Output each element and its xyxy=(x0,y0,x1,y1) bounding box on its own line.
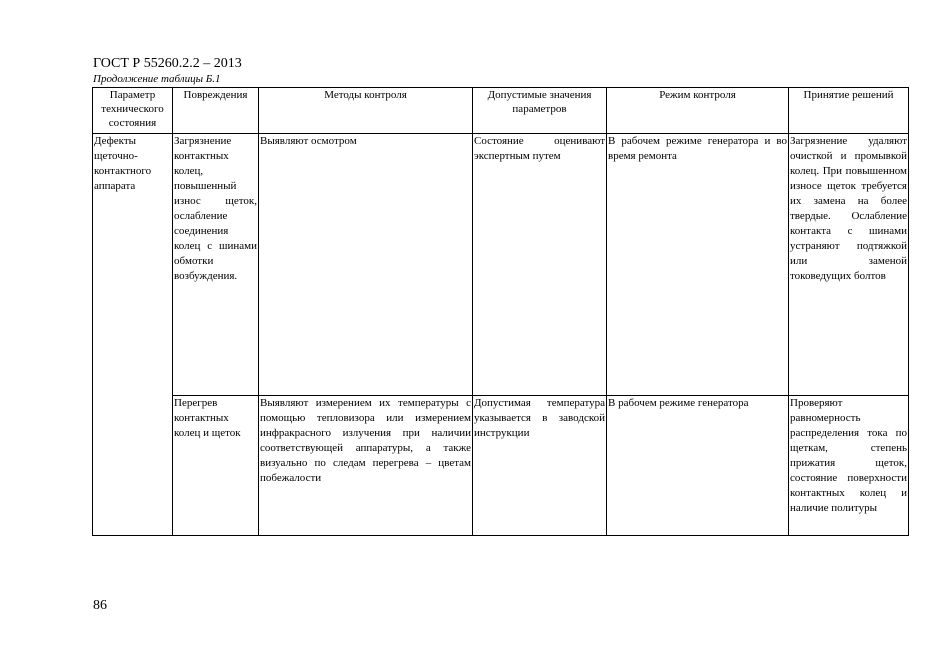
header-decision: Принятие решений xyxy=(789,88,909,134)
header-allowed-values: Допустимые значения параметров xyxy=(473,88,607,134)
page-number: 86 xyxy=(93,598,107,613)
table-row xyxy=(93,134,909,396)
param-cell: Дефекты щеточно-контактного аппарата xyxy=(93,134,173,536)
decision-cell: Проверяют равномерность распределения тока по щеткам, степень прижатия щеток, состояние поверхности контактных колец и наличие политуры xyxy=(789,396,909,536)
table-header-row xyxy=(93,88,909,134)
table-row xyxy=(93,396,909,536)
decision-cell: Загрязнение удаляют очисткой и промывкой колец. При повышенном износе щеток требуется их замена на более твердые. Ослабление контакта с шинами устраняют подтяжкой или заменой токоведущих болтов xyxy=(789,134,909,396)
method-cell: Выявляют осмотром xyxy=(259,134,473,396)
damage-cell: Загрязнение контактных колец, повышенный износ щеток, ослабление соединения колец с шинами обмотки возбуждения. xyxy=(173,134,259,396)
header-control-mode: Режим контроля xyxy=(607,88,789,134)
damage-cell: Перегрев контактных колец и щеток xyxy=(173,396,259,536)
allowed-cell: Состояние оценивают экспертным путем xyxy=(473,134,607,396)
header-parameter: Параметр технического состояния xyxy=(93,88,173,134)
mode-cell: В рабочем режиме генератора xyxy=(607,396,789,536)
header-damage: Повреждения xyxy=(173,88,259,134)
method-cell: Выявляют измерением их температуры с помощью тепловизора или измерением инфракрасного излучения при наличии соответствующей аппаратуры, а также визуально по следам перегрева – цветам побежалости xyxy=(259,396,473,536)
document-header: ГОСТ Р 55260.2.2 – 2013 xyxy=(93,56,242,71)
header-methods: Методы контроля xyxy=(259,88,473,134)
mode-cell: В рабочем режиме генератора и во время ремонта xyxy=(607,134,789,396)
table-continuation-caption: Продолжение таблицы Б.1 xyxy=(93,73,221,85)
defects-table xyxy=(92,87,909,536)
allowed-cell: Допустимая температура указывается в заводской инструкции xyxy=(473,396,607,536)
